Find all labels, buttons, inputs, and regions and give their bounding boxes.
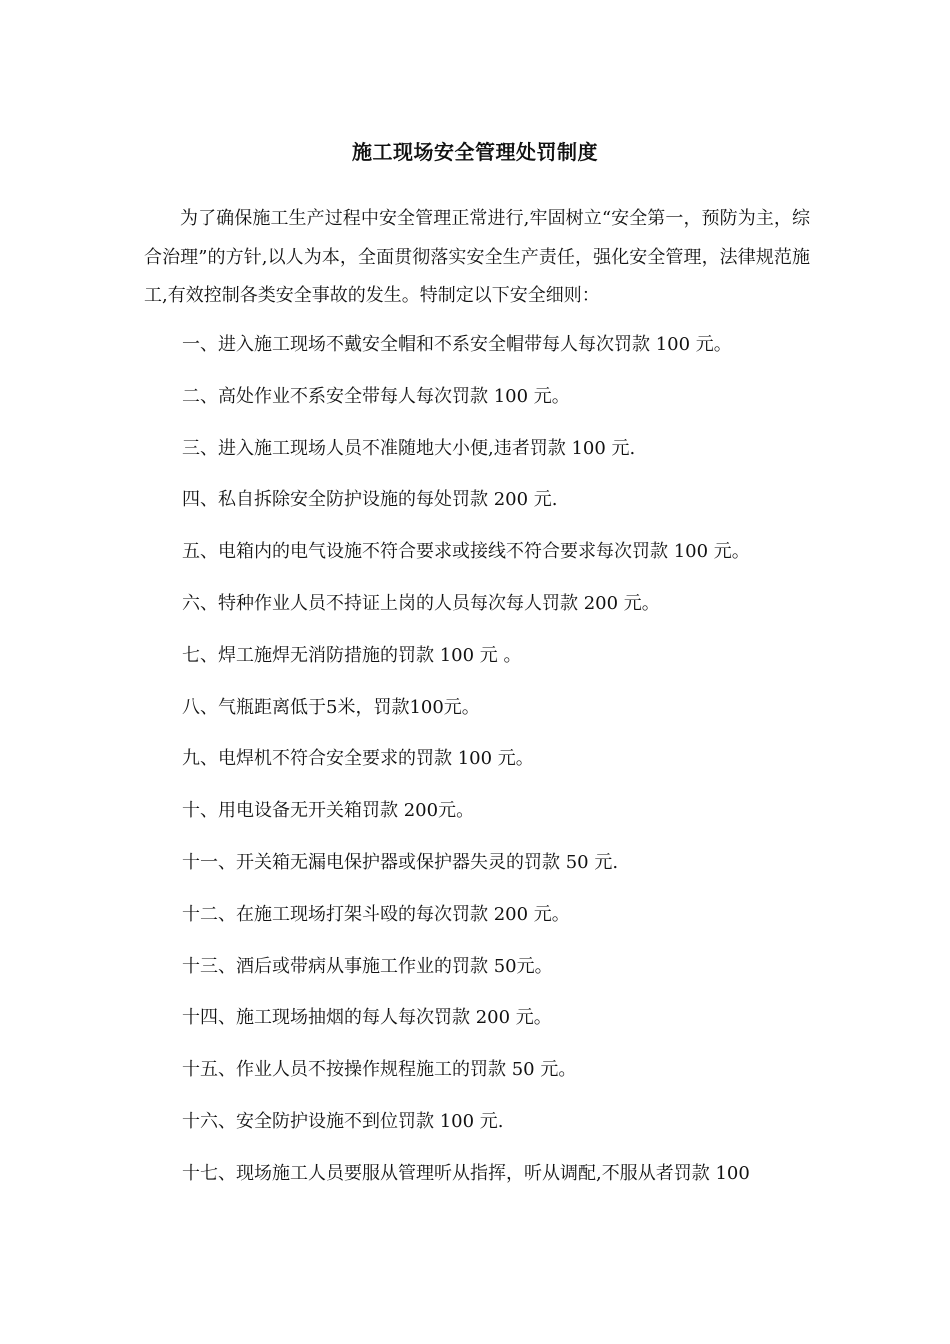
rule-item-3: 三、进入施工现场人员不准随地大小便,违者罚款 100 元.	[182, 437, 636, 459]
rule-item-13: 十三、酒后或带病从事施工作业的罚款 50元。	[182, 955, 553, 977]
rule-item-11: 十一、开关箱无漏电保护器或保护器失灵的罚款 50 元.	[182, 851, 619, 873]
rules-list	[182, 326, 812, 1207]
rule-item-1: 一、进入施工现场不戴安全帽和不系安全帽带每人每次罚款 100 元。	[182, 334, 732, 355]
rule-item-8: 八、气瓶距离低于5米，罚款100元。	[182, 696, 480, 718]
rule-item-4: 四、私自拆除安全防护设施的每处罚款 200 元.	[182, 489, 558, 511]
rule-item-15: 十五、作业人员不按操作规程施工的罚款 50 元。	[182, 1059, 577, 1081]
intro-paragraph: 为了确保施工生产过程中安全管理正常进行,牢固树立“安全第一，预防为主，综合治理”的方针,以人为本，全面贯彻落实安全生产责任，强化安全管理，法律规范施工,有效控制各类安全事故的发生。特制定以下安全细则：	[144, 208, 810, 306]
rule-item-2: 二、高处作业不系安全带每人每次罚款 100 元。	[182, 385, 570, 407]
rule-item-7: 七、焊工施焊无消防措施的罚款 100 元 。	[182, 644, 522, 666]
document-title: 施工现场安全管理处罚制度	[352, 140, 598, 164]
rule-item-9: 九、电焊机不符合安全要求的罚款 100 元。	[182, 748, 534, 770]
rule-item-16: 十六、安全防护设施不到位罚款 100 元.	[182, 1110, 504, 1132]
rule-item-10: 十、用电设备无开关箱罚款 200元。	[182, 800, 475, 822]
rule-item-12: 十二、在施工现场打架斗殴的每次罚款 200 元。	[182, 903, 570, 925]
rule-item-17: 十七、现场施工人员要服从管理听从指挥，听从调配,不服从者罚款 100	[182, 1162, 750, 1184]
rule-item-5: 五、电箱内的电气设施不符合要求或接线不符合要求每次罚款 100 元。	[182, 541, 750, 563]
rule-item-6: 六、特种作业人员不持证上岗的人员每次每人罚款 200 元。	[182, 592, 660, 614]
rule-item-14: 十四、施工现场抽烟的每人每次罚款 200 元。	[182, 1007, 552, 1029]
